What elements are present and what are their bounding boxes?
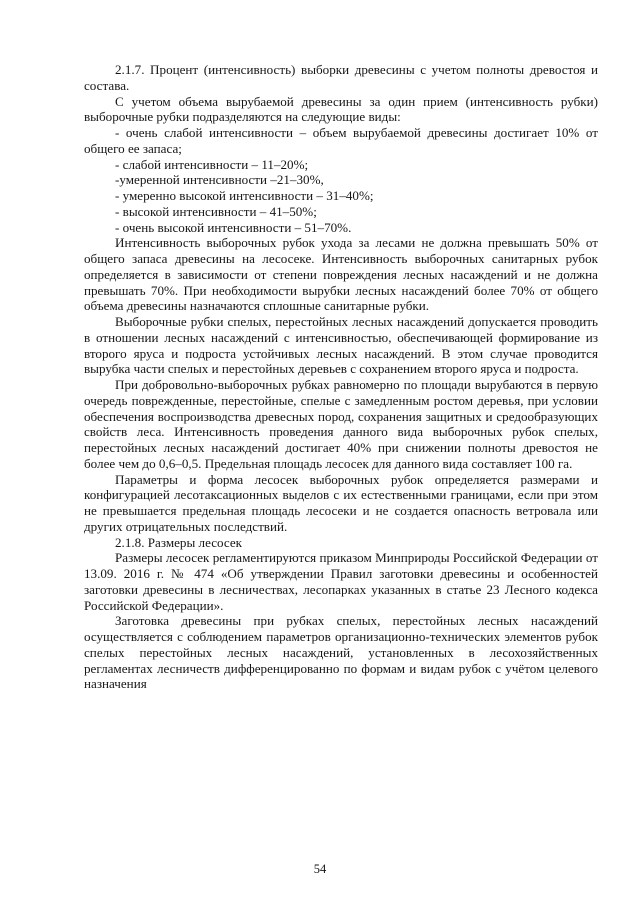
section-2-1-7-heading: 2.1.7. Процент (интенсивность) выборки древесины с учетом полноты древостоя и состава. xyxy=(84,62,598,93)
paragraph-timber-harvesting: Заготовка древесины при рубках спелых, перестойных лесных насаждений осуществляется с соблюдением параметров организационно-технических элементов рубок спелых перестойных лесных насаждений, установленных в лесохозяйственных регламентах лесничеств дифференцированно по формам и видам рубок с учётом целевого назначения xyxy=(84,613,598,692)
list-item-weak: - слабой интенсивности – 11–20%; xyxy=(115,156,309,172)
list-item-moderately-high: - умеренно высокой интенсивности – 31–40%; xyxy=(115,188,374,203)
document-body xyxy=(84,62,598,692)
paragraph-order-474: Размеры лесосек регламентируются приказом Минприроды Российской Федерации от 13.09. 2016 г. № 474 «Об утверждении Правил заготовки древесины и особенностей заготовки древесины в лесничествах, лесопарках указанных в статье 23 Лесного кодекса Российской Федерации». xyxy=(84,550,598,613)
page-number: 54 xyxy=(313,862,327,876)
section-2-1-8-heading: 2.1.8. Размеры лесосек xyxy=(115,534,243,550)
list-item-high: - высокой интенсивности – 41–50%; xyxy=(115,203,317,219)
paragraph-care-felling-limits: Интенсивность выборочных рубок ухода за лесами не должна превышать 50% от общего запаса древесины на лесосеке. Интенсивность выборочных санитарных рубок определяется в зависимости от степени повреждения лесных насаждений и не должна превышать 70%. При необходимости вырубки лесных насаждений более 70% от общего объема древесины назначаются сплошные санитарные рубки. xyxy=(84,235,598,314)
list-item-moderate: -умеренной интенсивности –21–30%, xyxy=(115,172,324,188)
list-item-very-weak: - очень слабой интенсивности – объем вырубаемой древесины достигает 10% от общего ее запаса; xyxy=(84,125,598,156)
list-item-very-high: - очень высокой интенсивности – 51–70%. xyxy=(115,219,352,235)
paragraph-cutting-area-parameters: Параметры и форма лесосек выборочных рубок определяется размерами и конфигурацией лесотаксационных выделов с их естественными границами, если при этом не превышается предельная площадь лесосеки и не создается опасность ветровала или других отрицательных последствий. xyxy=(84,471,598,534)
paragraph-intensity-intro: С учетом объема вырубаемой древесины за один прием (интенсивность рубки) выборочные рубки подразделяются на следующие виды: xyxy=(84,93,598,125)
paragraph-voluntary-selective: При добровольно-выборочных рубках равномерно по площади вырубаются в первую очередь поврежденные, перестойные, спелые с замедленным ростом деревья, при условии обеспечения воспроизводства древесных пород, сохранения защитных и средообразующих свойств леса. Интенсивность проведения данного вида выборочных рубок спелых, перестойных лесных насаждений достигает 40% при снижении полноты древостоя не более чем до 0,6–0,5. Предельная площадь лесосек для данного вида составляет 100 га. xyxy=(84,377,598,471)
paragraph-selective-felling: Выборочные рубки спелых, перестойных лесных насаждений допускается проводить в отношении лесных насаждений с интенсивностью, обеспечивающей формирование из второго яруса и подроста устойчивых лесных насаждений. В этом случае проводится вырубка части спелых и перестойных деревьев с сохранением второго яруса и подроста. xyxy=(84,314,598,377)
